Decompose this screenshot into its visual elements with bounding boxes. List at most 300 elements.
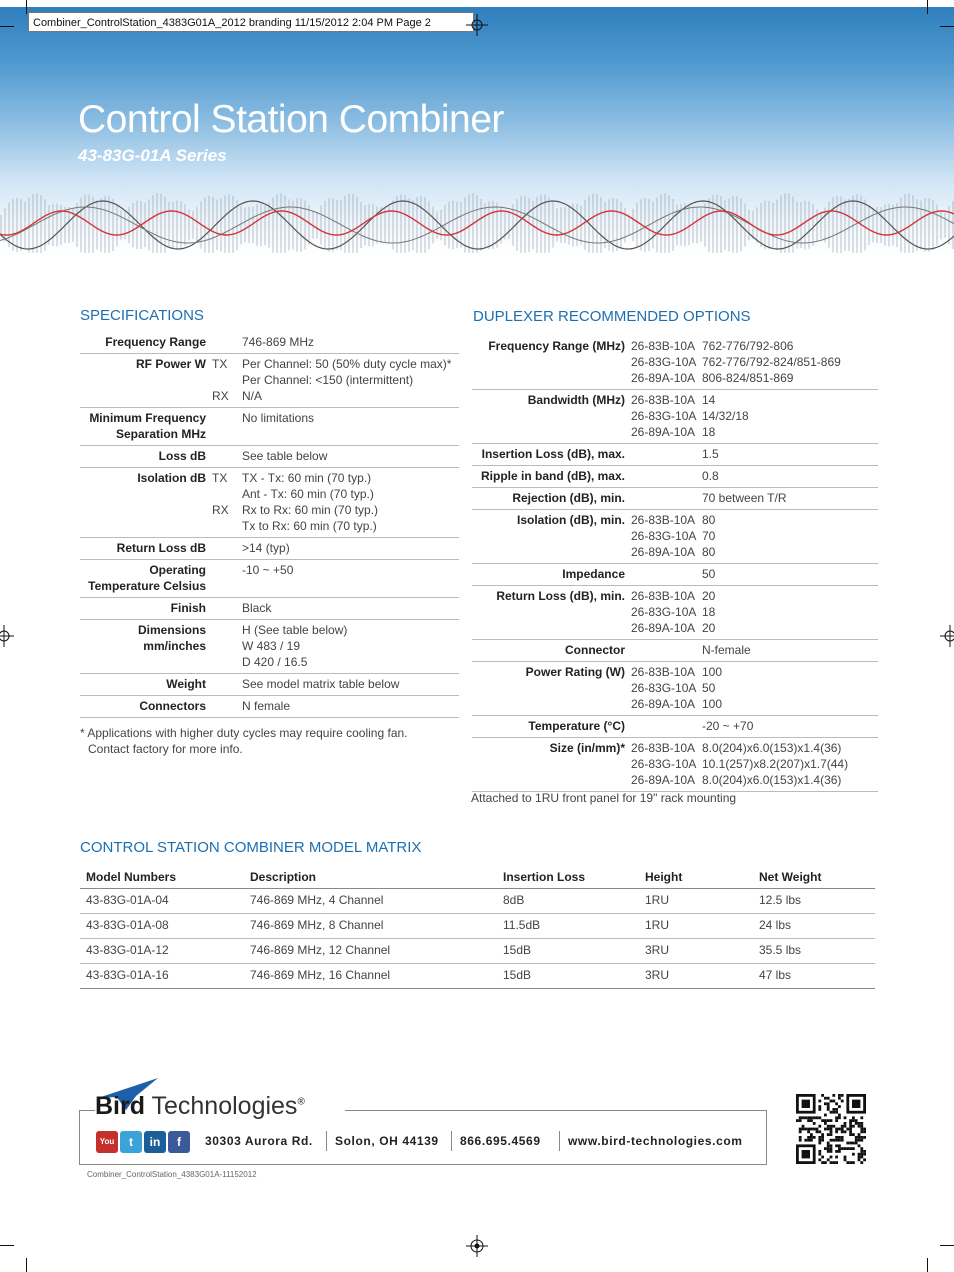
noise-bar	[272, 197, 274, 253]
qr-module	[796, 1119, 799, 1122]
qr-module	[821, 1139, 824, 1142]
table-row	[80, 889, 875, 914]
qr-module	[818, 1153, 821, 1156]
qr-module	[835, 1161, 838, 1164]
twitter-icon[interactable]: t	[120, 1131, 142, 1153]
noise-bar	[836, 196, 838, 253]
noise-bar	[924, 198, 926, 251]
noise-bar	[188, 210, 190, 241]
noise-bar	[244, 208, 246, 243]
qr-module	[813, 1116, 816, 1119]
noise-bar	[132, 203, 134, 248]
noise-bar	[376, 206, 378, 243]
noise-bar	[556, 208, 558, 241]
qr-module	[849, 1142, 852, 1145]
matrix-cell: 746-869 MHz, 8 Channel	[250, 918, 384, 932]
qr-module	[838, 1147, 841, 1150]
noise-bar	[720, 196, 722, 253]
noise-bar	[508, 211, 510, 239]
noise-bar	[168, 202, 170, 248]
duplexer-part-number: 26-83G-10A	[631, 605, 697, 619]
spec-sub-label: TX	[212, 357, 228, 371]
spec-values	[242, 470, 459, 534]
spec-row	[80, 408, 459, 446]
noise-bar	[460, 202, 462, 247]
footer-divider	[559, 1131, 560, 1151]
qr-module	[846, 1128, 849, 1131]
spec-value: -10 ~ +50	[242, 563, 294, 577]
duplexer-value: 14/32/18	[702, 409, 749, 423]
duplexer-values	[702, 338, 878, 386]
qr-module	[860, 1122, 863, 1125]
noise-bar	[296, 198, 298, 251]
spec-sub-label	[212, 698, 236, 714]
noise-bar	[608, 199, 610, 250]
printer-slug: Combiner_ControlStation_4383G01A_2012 branding 11/15/2012 2:04 PM Page 2	[28, 12, 474, 32]
qr-module	[849, 1122, 852, 1125]
noise-bar	[16, 198, 18, 252]
brand-light: Technologies	[145, 1092, 298, 1120]
noise-bar	[944, 212, 946, 237]
qr-module	[821, 1156, 824, 1159]
spec-value: TX - Tx: 60 min (70 typ.)	[242, 471, 372, 485]
qr-module	[802, 1116, 805, 1119]
qr-module	[852, 1119, 855, 1122]
noise-bar	[708, 198, 710, 252]
noise-bar	[600, 197, 602, 253]
qr-module	[844, 1122, 847, 1125]
duplexer-row	[472, 488, 878, 510]
qr-module	[863, 1128, 866, 1131]
specifications-note	[80, 725, 460, 757]
spec-label: Return Loss dB	[116, 541, 206, 555]
qr-module	[818, 1158, 821, 1161]
duplexer-parts	[631, 338, 701, 386]
spec-label: Finish	[170, 601, 206, 615]
noise-bar	[348, 193, 350, 253]
noise-bar	[192, 211, 194, 239]
matrix-cell: 746-869 MHz, 16 Channel	[250, 968, 391, 982]
qr-module	[818, 1116, 821, 1119]
duplexer-part-number: 26-83B-10A	[631, 589, 696, 603]
noise-bar	[212, 197, 214, 253]
spec-sub-labels	[212, 676, 236, 692]
qr-module	[818, 1150, 821, 1153]
spec-values	[242, 540, 459, 556]
duplexer-label: Connector	[565, 643, 625, 657]
qr-module	[832, 1094, 835, 1097]
qr-code-icon[interactable]	[796, 1094, 866, 1164]
qr-module	[858, 1133, 861, 1136]
qr-module	[844, 1156, 847, 1159]
duplexer-table	[472, 336, 878, 792]
duplexer-value: 70	[702, 529, 716, 543]
noise-bar	[516, 199, 518, 251]
noise-bar	[932, 200, 934, 250]
noise-bar	[716, 194, 718, 253]
qr-module	[827, 1105, 830, 1108]
qr-module	[835, 1116, 838, 1119]
duplexer-value: 100	[702, 665, 723, 679]
noise-bar	[772, 203, 774, 248]
qr-module	[852, 1161, 855, 1164]
duplexer-part-number: 26-89A-10A	[631, 773, 696, 787]
noise-bar	[116, 204, 118, 246]
qr-module	[855, 1122, 858, 1125]
duplexer-value: 70 between T/R	[702, 491, 787, 505]
facebook-icon[interactable]: f	[168, 1131, 190, 1153]
qr-module	[830, 1125, 833, 1128]
qr-module	[813, 1136, 816, 1139]
registration-mark-icon	[466, 14, 488, 36]
spec-values	[242, 698, 459, 714]
qr-module	[860, 1150, 863, 1153]
noise-bar	[744, 203, 746, 246]
noise-bar	[236, 200, 238, 250]
qr-module	[863, 1158, 866, 1161]
duplexer-value: N-female	[702, 643, 751, 657]
qr-module	[860, 1147, 863, 1150]
matrix-column-header: Net Weight	[759, 870, 822, 884]
qr-module	[830, 1111, 833, 1114]
noise-bar	[180, 201, 182, 248]
qr-module	[838, 1116, 841, 1119]
qr-module	[824, 1147, 827, 1150]
noise-bar	[864, 200, 866, 251]
footer-phone: 866.695.4569	[460, 1134, 541, 1148]
qr-module	[860, 1128, 863, 1131]
spec-value: N/A	[242, 389, 263, 403]
noise-bar	[760, 203, 762, 247]
spec-sub-labels	[212, 540, 236, 556]
qr-module	[860, 1161, 863, 1164]
spec-values	[242, 600, 459, 616]
qr-module	[855, 1119, 858, 1122]
spec-sub-labels	[212, 410, 236, 426]
spec-row	[80, 446, 459, 468]
model-matrix-table	[80, 866, 875, 989]
noise-bar	[328, 198, 330, 251]
matrix-cell: 12.5 lbs	[759, 893, 802, 907]
noise-bar	[56, 204, 58, 247]
duplexer-row	[472, 738, 878, 792]
qr-module	[844, 1130, 847, 1133]
matrix-heading: CONTROL STATION COMBINER MODEL MATRIX	[80, 839, 422, 856]
table-row	[80, 964, 875, 989]
footer-address: 30303 Aurora Rd.	[205, 1134, 313, 1148]
duplexer-part-number: 26-83B-10A	[631, 665, 696, 679]
matrix-cell: 1RU	[645, 918, 670, 932]
noise-bar	[632, 209, 634, 241]
noise-bar	[324, 201, 326, 250]
qr-module	[849, 1128, 852, 1131]
qr-module	[852, 1142, 855, 1145]
qr-module	[804, 1139, 807, 1142]
noise-bar	[904, 194, 906, 253]
duplexer-values	[702, 740, 878, 788]
crop-mark	[927, 1258, 928, 1272]
footer-divider	[451, 1131, 452, 1151]
noise-bar	[276, 194, 278, 253]
qr-module	[832, 1111, 835, 1114]
noise-bar	[488, 201, 490, 249]
qr-module	[835, 1128, 838, 1131]
noise-bar	[24, 202, 26, 248]
spec-label: Loss dB	[158, 449, 206, 463]
qr-module	[852, 1100, 860, 1108]
qr-module	[807, 1119, 810, 1122]
qr-module	[807, 1136, 810, 1139]
noise-bar	[788, 194, 790, 253]
noise-bar	[664, 193, 666, 253]
matrix-cell: 8dB	[503, 893, 525, 907]
qr-module	[858, 1158, 861, 1161]
noise-bar	[616, 199, 618, 251]
duplexer-value: 806-824/851-869	[702, 371, 794, 385]
qr-module	[827, 1125, 830, 1128]
spec-row	[80, 468, 459, 538]
noise-bar	[412, 200, 414, 250]
spec-label: RF Power W	[135, 357, 206, 371]
document-code: Combiner_ControlStation_4383G01A-11152012	[87, 1170, 257, 1179]
crop-mark	[0, 1245, 14, 1246]
qr-module	[852, 1147, 855, 1150]
spec-values	[242, 448, 459, 464]
duplexer-parts	[631, 512, 701, 560]
qr-module	[810, 1133, 813, 1136]
matrix-cell: 43-83G-01A-08	[86, 918, 169, 932]
noise-bar	[80, 198, 82, 252]
duplexer-values	[702, 446, 878, 462]
noise-bar	[896, 203, 898, 247]
noise-bar	[396, 196, 398, 253]
matrix-column-header: Insertion Loss	[503, 870, 586, 884]
duplexer-value: 762-776/792-806	[702, 339, 794, 353]
qr-module	[860, 1116, 863, 1119]
qr-module	[844, 1158, 847, 1161]
noise-bar	[400, 194, 402, 253]
qr-module	[818, 1139, 821, 1142]
noise-bar	[476, 195, 478, 253]
qr-module	[827, 1133, 830, 1136]
brand-bold: Bird	[95, 1092, 145, 1120]
linkedin-icon[interactable]: in	[144, 1131, 166, 1153]
qr-module	[835, 1119, 838, 1122]
duplexer-value: 8.0(204)x6.0(153)x1.4(36)	[702, 741, 842, 755]
noise-bar	[344, 196, 346, 253]
qr-module	[818, 1142, 821, 1145]
noise-bar	[928, 198, 930, 252]
noise-bar	[100, 198, 102, 252]
qr-module	[830, 1144, 833, 1147]
qr-module	[858, 1144, 861, 1147]
duplexer-values	[702, 512, 878, 560]
duplexer-label: Size (in/mm)*	[549, 741, 625, 755]
duplexer-row	[472, 564, 878, 586]
qr-module	[807, 1130, 810, 1133]
table-row	[80, 939, 875, 964]
duplexer-label: Temperature (°C)	[528, 719, 625, 733]
noise-bar	[128, 207, 130, 243]
matrix-column-header: Description	[250, 870, 317, 884]
noise-bar	[48, 205, 50, 245]
noise-bar	[728, 198, 730, 251]
noise-bar	[756, 207, 758, 242]
duplexer-values	[702, 718, 878, 734]
noise-bar	[668, 195, 670, 253]
qr-module	[818, 1130, 821, 1133]
qr-module	[799, 1119, 802, 1122]
noise-bar	[700, 208, 702, 242]
noise-bar	[704, 203, 706, 246]
qr-module	[810, 1116, 813, 1119]
noise-bar	[152, 195, 154, 253]
spec-sub-labels	[212, 334, 236, 350]
spec-label: Operating Temperature Celsius	[88, 563, 206, 593]
matrix-cell: 24 lbs	[759, 918, 792, 932]
duplexer-heading: DUPLEXER RECOMMENDED OPTIONS	[473, 308, 751, 325]
qr-module	[802, 1100, 810, 1108]
duplexer-note: Attached to 1RU front panel for 19" rack mounting	[471, 791, 737, 805]
spec-sub-label	[212, 486, 236, 502]
spec-sub-label	[212, 676, 236, 692]
noise-bar	[688, 205, 690, 245]
spec-value: D 420 / 16.5	[242, 655, 308, 669]
spec-row	[80, 354, 459, 408]
duplexer-row	[472, 444, 878, 466]
qr-module	[835, 1150, 838, 1153]
spec-sub-labels	[212, 470, 236, 534]
qr-module	[832, 1100, 835, 1103]
qr-module	[860, 1156, 863, 1159]
duplexer-row	[472, 390, 878, 444]
matrix-cell: 746-869 MHz, 4 Channel	[250, 893, 384, 907]
spec-sub-labels	[212, 448, 236, 464]
qr-module	[835, 1130, 838, 1133]
qr-module	[824, 1119, 827, 1122]
qr-module	[852, 1133, 855, 1136]
duplexer-value: 10.1(257)x8.2(207)x1.7(44)	[702, 757, 849, 771]
qr-module	[832, 1139, 835, 1142]
qr-module	[802, 1125, 805, 1128]
duplexer-part-number: 26-89A-10A	[631, 425, 696, 439]
noise-bar	[804, 201, 806, 250]
qr-module	[844, 1147, 847, 1150]
qr-module	[832, 1161, 835, 1164]
qr-module	[827, 1147, 830, 1150]
spec-sub-labels	[212, 622, 236, 638]
duplexer-label: Ripple in band (dB), max.	[480, 469, 625, 483]
qr-module	[849, 1119, 852, 1122]
noise-bar	[308, 205, 310, 245]
duplexer-values	[702, 642, 878, 658]
duplexer-part-number: 26-83G-10A	[631, 355, 697, 369]
noise-bar	[892, 205, 894, 246]
noise-bar	[604, 202, 606, 249]
spec-sub-labels	[212, 600, 236, 616]
qr-module	[830, 1130, 833, 1133]
spec-label: Minimum Frequency Separation MHz	[89, 411, 206, 441]
spec-values	[242, 562, 459, 594]
qr-module	[821, 1119, 824, 1122]
duplexer-row	[472, 716, 878, 738]
noise-bar	[916, 199, 918, 251]
table-row	[80, 914, 875, 939]
duplexer-row	[472, 336, 878, 390]
duplexer-values	[702, 588, 878, 636]
noise-bar	[780, 195, 782, 253]
matrix-cell: 47 lbs	[759, 968, 792, 982]
spec-values	[242, 410, 459, 442]
qr-module	[855, 1136, 858, 1139]
noise-bar	[528, 198, 530, 252]
noise-bar	[520, 196, 522, 253]
noise-bar	[448, 201, 450, 248]
noise-bar	[900, 198, 902, 253]
qr-module	[846, 1147, 849, 1150]
duplexer-value: 20	[702, 621, 716, 635]
qr-module	[863, 1153, 866, 1156]
qr-module	[855, 1142, 858, 1145]
qr-module	[818, 1136, 821, 1139]
matrix-cell: 3RU	[645, 968, 670, 982]
duplexer-parts	[631, 392, 701, 440]
qr-module	[827, 1150, 830, 1153]
qr-module	[835, 1102, 838, 1105]
qr-module	[846, 1142, 849, 1145]
noise-bar	[428, 201, 430, 249]
duplexer-part-number: 26-83B-10A	[631, 339, 696, 353]
spec-sub-label	[212, 562, 236, 578]
registration-mark-icon	[466, 1235, 488, 1257]
qr-module	[838, 1128, 841, 1131]
qr-module	[816, 1128, 819, 1131]
noise-bar	[184, 204, 186, 245]
noise-bar	[584, 200, 586, 250]
qr-module	[807, 1116, 810, 1119]
noise-bar	[104, 196, 106, 253]
noise-bar	[432, 207, 434, 244]
footer-website[interactable]: www.bird-technologies.com	[568, 1134, 743, 1148]
note-line: Contact factory for more info.	[88, 742, 243, 756]
duplexer-values	[702, 490, 878, 506]
noise-bar	[732, 196, 734, 253]
duplexer-label: Rejection (dB), min.	[512, 491, 625, 505]
qr-module	[841, 1130, 844, 1133]
noise-bar	[76, 203, 78, 247]
spec-sub-label	[212, 622, 236, 638]
spec-sub-labels	[212, 698, 236, 714]
registration-mark-icon	[0, 625, 14, 647]
footer-city: Solon, OH 44139	[335, 1134, 439, 1148]
spec-sub-label	[212, 518, 236, 534]
noise-bar	[84, 195, 86, 253]
duplexer-part-number: 26-83G-10A	[631, 529, 697, 543]
qr-module	[818, 1125, 821, 1128]
noise-bar	[852, 195, 854, 253]
qr-module	[821, 1133, 824, 1136]
youtube-icon[interactable]: You	[96, 1131, 118, 1153]
spec-sub-label	[212, 372, 236, 388]
qr-module	[813, 1128, 816, 1131]
duplexer-value: 50	[702, 681, 716, 695]
qr-module	[830, 1147, 833, 1150]
crop-mark	[940, 1245, 954, 1246]
qr-module	[827, 1158, 830, 1161]
qr-module	[827, 1128, 830, 1131]
qr-module	[838, 1097, 841, 1100]
qr-module	[835, 1111, 838, 1114]
